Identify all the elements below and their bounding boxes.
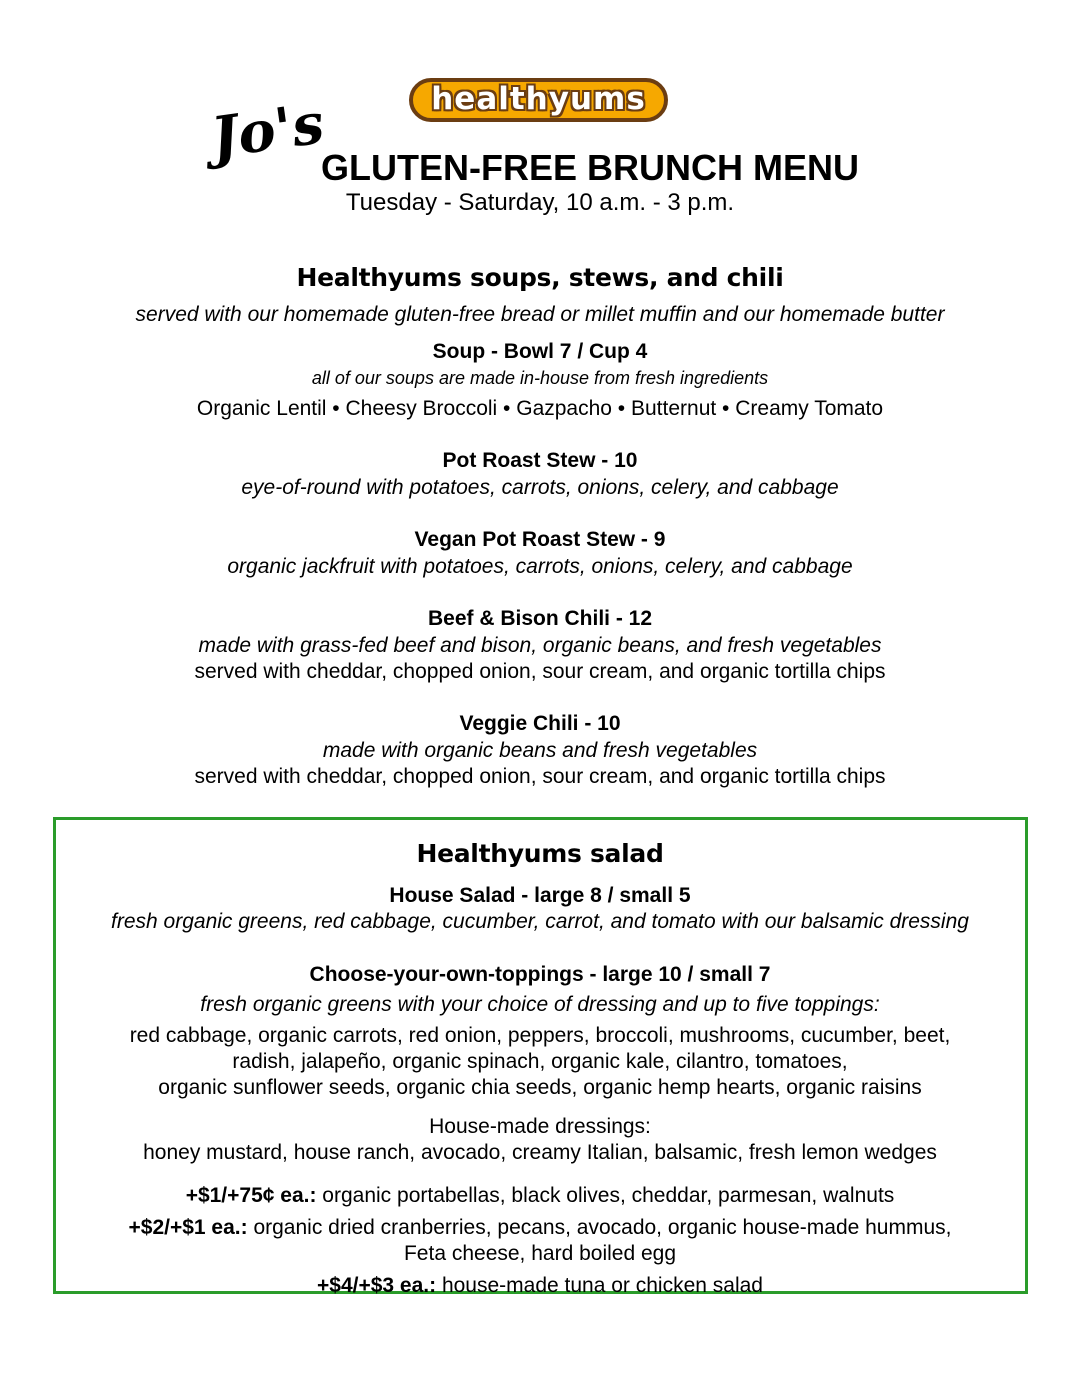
soup-flavors-list: Organic Lentil • Cheesy Broccoli • Gazpacho • Butternut • Creamy Tomato [196, 397, 884, 420]
extras-price-3: +$4/+$3 ea.: [317, 1274, 437, 1297]
veggie-chili-desc: made with organic beans and fresh vegetables [322, 739, 758, 762]
extras-row-3 [0, 1273, 1080, 1299]
extras-row-1 [0, 1183, 1080, 1209]
dressings-label: House-made dressings: [429, 1115, 651, 1138]
extras-price-2: +$2/+$1 ea.: [128, 1216, 248, 1239]
soup-item-title: Soup - Bowl 7 / Cup 4 [432, 340, 648, 363]
page-title: GLUTEN-FREE BRUNCH MENU [321, 147, 859, 188]
salad-section-title: Healthyums salad [416, 839, 664, 868]
extras-row-2-cont: Feta cheese, hard boiled egg [403, 1242, 677, 1265]
toppings-line-2: radish, jalapeño, organic spinach, organic kale, cilantro, tomatoes, [232, 1050, 848, 1073]
custom-salad-title: Choose-your-own-toppings - large 10 / small 7 [309, 963, 771, 986]
extras-price-1: +$1/+75¢ ea.: [185, 1184, 317, 1207]
toppings-line-3: organic sunflower seeds, organic chia seeds, organic hemp hearts, organic raisins [158, 1076, 922, 1099]
dressings-list: honey mustard, house ranch, avocado, creamy Italian, balsamic, fresh lemon wedges [143, 1141, 937, 1164]
beef-bison-chili-desc: made with grass-fed beef and bison, organic beans, and fresh vegetables [198, 634, 882, 657]
extras-items-1: organic portabellas, black olives, cheddar, parmesan, walnuts [316, 1184, 895, 1207]
house-salad-desc: fresh organic greens, red cabbage, cucumber, carrot, and tomato with our balsamic dressing [111, 910, 969, 933]
beef-bison-chili-title: Beef & Bison Chili - 12 [427, 607, 653, 630]
toppings-line-1: red cabbage, organic carrots, red onion, peppers, broccoli, mushrooms, cucumber, beet, [129, 1024, 951, 1047]
soups-section-subtitle: served with our homemade gluten-free bread or millet muffin and our homemade butter [135, 303, 945, 326]
soups-section-title: Healthyums soups, stews, and chili [296, 263, 784, 292]
pot-roast-desc: eye-of-round with potatoes, carrots, onions, celery, and cabbage [241, 476, 839, 499]
beef-bison-chili-served: served with cheddar, chopped onion, sour cream, and organic tortilla chips [194, 660, 886, 683]
veggie-chili-title: Veggie Chili - 10 [459, 712, 621, 735]
soup-item-note: all of our soups are made in-house from fresh ingredients [311, 368, 769, 388]
healthyums-logo: healthyums [409, 78, 668, 122]
hours-text: Tuesday - Saturday, 10 a.m. - 3 p.m. [345, 189, 735, 216]
veggie-chili-served: served with cheddar, chopped onion, sour cream, and organic tortilla chips [194, 765, 886, 788]
extras-items-3: house-made tuna or chicken salad [436, 1274, 763, 1297]
extras-row-2 [0, 1215, 1080, 1241]
logo-area [0, 78, 1080, 128]
vegan-pot-roast-title: Vegan Pot Roast Stew - 9 [414, 528, 666, 551]
extras-items-2: organic dried cranberries, pecans, avocado, organic house-made hummus, [247, 1216, 952, 1239]
pot-roast-title: Pot Roast Stew - 10 [442, 449, 638, 472]
vegan-pot-roast-desc: organic jackfruit with potatoes, carrots, onions, celery, and cabbage [227, 555, 853, 578]
jos-script-logo: Jo's [207, 90, 328, 172]
house-salad-title: House Salad - large 8 / small 5 [389, 884, 691, 907]
custom-salad-desc: fresh organic greens with your choice of dressing and up to five toppings: [200, 993, 880, 1016]
